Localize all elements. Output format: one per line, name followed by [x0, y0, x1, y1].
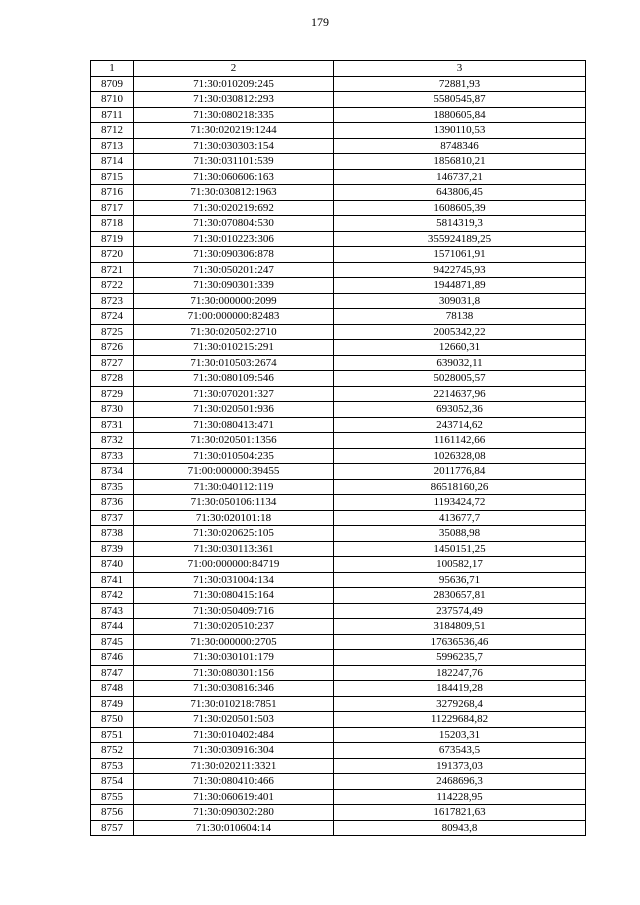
row-number-cell: 8745 [91, 634, 134, 650]
table-row [91, 789, 586, 805]
table-row [91, 169, 586, 185]
value-cell: 643806,45 [334, 185, 586, 201]
table-row [91, 355, 586, 371]
cadastral-number-cell: 71:30:080415:164 [134, 588, 334, 604]
table-row [91, 541, 586, 557]
row-number-cell: 8743 [91, 603, 134, 619]
table-row [91, 526, 586, 542]
cadastral-number-cell: 71:30:040112:119 [134, 479, 334, 495]
table-row [91, 185, 586, 201]
table-row [91, 665, 586, 681]
cadastral-number-cell: 71:30:010218:7851 [134, 696, 334, 712]
cadastral-number-cell: 71:30:050409:716 [134, 603, 334, 619]
cadastral-number-cell: 71:30:010604:14 [134, 820, 334, 836]
row-number-cell: 8742 [91, 588, 134, 604]
cadastral-number-cell: 71:30:020502:2710 [134, 324, 334, 340]
value-cell: 413677,7 [334, 510, 586, 526]
cadastral-number-cell: 71:30:020219:1244 [134, 123, 334, 139]
cadastral-number-cell: 71:30:030113:361 [134, 541, 334, 557]
value-cell: 9422745,93 [334, 262, 586, 278]
table-row [91, 402, 586, 418]
cadastral-number-cell: 71:30:030812:1963 [134, 185, 334, 201]
value-cell: 355924189,25 [334, 231, 586, 247]
row-number-cell: 8751 [91, 727, 134, 743]
value-cell: 5028005,57 [334, 371, 586, 387]
value-cell: 12660,31 [334, 340, 586, 356]
row-number-cell: 8746 [91, 650, 134, 666]
value-cell: 11229684,82 [334, 712, 586, 728]
table-row [91, 727, 586, 743]
row-number-cell: 8724 [91, 309, 134, 325]
row-number-cell: 8752 [91, 743, 134, 759]
row-number-cell: 8731 [91, 417, 134, 433]
cadastral-number-cell: 71:30:080410:466 [134, 774, 334, 790]
table-row [91, 464, 586, 480]
table-row [91, 309, 586, 325]
value-cell: 2468696,3 [334, 774, 586, 790]
row-number-cell: 8717 [91, 200, 134, 216]
cadastral-number-cell: 71:30:031004:134 [134, 572, 334, 588]
row-number-cell: 8734 [91, 464, 134, 480]
data-table [90, 60, 586, 836]
cadastral-number-cell: 71:30:020211:3321 [134, 758, 334, 774]
cadastral-number-cell: 71:30:060619:401 [134, 789, 334, 805]
row-number-cell: 8725 [91, 324, 134, 340]
table-row [91, 743, 586, 759]
value-cell: 1856810,21 [334, 154, 586, 170]
table-row [91, 293, 586, 309]
value-cell: 1608605,39 [334, 200, 586, 216]
row-number-cell: 8753 [91, 758, 134, 774]
row-number-cell: 8739 [91, 541, 134, 557]
value-cell: 191373,03 [334, 758, 586, 774]
value-cell: 184419,28 [334, 681, 586, 697]
value-cell: 1944871,89 [334, 278, 586, 294]
value-cell: 1880605,84 [334, 107, 586, 123]
row-number-cell: 8755 [91, 789, 134, 805]
value-cell: 639032,11 [334, 355, 586, 371]
cadastral-number-cell: 71:30:030812:293 [134, 92, 334, 108]
cadastral-number-cell: 71:30:030816:346 [134, 681, 334, 697]
cadastral-number-cell: 71:30:090306:878 [134, 247, 334, 263]
row-number-cell: 8732 [91, 433, 134, 449]
value-cell: 3279268,4 [334, 696, 586, 712]
cadastral-number-cell: 71:30:020625:105 [134, 526, 334, 542]
value-cell: 80943,8 [334, 820, 586, 836]
cadastral-number-cell: 71:30:010209:245 [134, 76, 334, 92]
row-number-cell: 8747 [91, 665, 134, 681]
row-number-cell: 8713 [91, 138, 134, 154]
row-number-cell: 8754 [91, 774, 134, 790]
value-cell: 8748346 [334, 138, 586, 154]
row-number-cell: 8756 [91, 805, 134, 821]
table-row [91, 231, 586, 247]
table-row [91, 510, 586, 526]
cadastral-number-cell: 71:30:010223:306 [134, 231, 334, 247]
table-row [91, 247, 586, 263]
cadastral-number-cell: 71:30:030916:304 [134, 743, 334, 759]
row-number-cell: 8735 [91, 479, 134, 495]
row-number-cell: 8738 [91, 526, 134, 542]
cadastral-number-cell: 71:30:090302:280 [134, 805, 334, 821]
row-number-cell: 8712 [91, 123, 134, 139]
row-number-cell: 8711 [91, 107, 134, 123]
value-cell: 5580545,87 [334, 92, 586, 108]
row-number-cell: 8718 [91, 216, 134, 232]
row-number-cell: 8721 [91, 262, 134, 278]
row-number-cell: 8730 [91, 402, 134, 418]
value-cell: 673543,5 [334, 743, 586, 759]
row-number-cell: 8740 [91, 557, 134, 573]
table-row [91, 572, 586, 588]
cadastral-number-cell: 71:30:080413:471 [134, 417, 334, 433]
table-row [91, 696, 586, 712]
row-number-cell: 8726 [91, 340, 134, 356]
table-header [91, 61, 586, 77]
value-cell: 309031,8 [334, 293, 586, 309]
table-row [91, 619, 586, 635]
value-cell: 2011776,84 [334, 464, 586, 480]
row-number-cell: 8714 [91, 154, 134, 170]
row-number-cell: 8736 [91, 495, 134, 511]
value-cell: 237574,49 [334, 603, 586, 619]
row-number-cell: 8710 [91, 92, 134, 108]
value-cell: 243714,62 [334, 417, 586, 433]
table-body [91, 76, 586, 836]
row-number-cell: 8749 [91, 696, 134, 712]
cadastral-number-cell: 71:30:070201:327 [134, 386, 334, 402]
cadastral-number-cell: 71:30:020501:1356 [134, 433, 334, 449]
row-number-cell: 8715 [91, 169, 134, 185]
value-cell: 15203,31 [334, 727, 586, 743]
table-row [91, 650, 586, 666]
value-cell: 5996235,7 [334, 650, 586, 666]
cadastral-number-cell: 71:30:060606:163 [134, 169, 334, 185]
table-row [91, 123, 586, 139]
table-row [91, 820, 586, 836]
value-cell: 86518160,26 [334, 479, 586, 495]
value-cell: 5814319,3 [334, 216, 586, 232]
row-number-cell: 8733 [91, 448, 134, 464]
value-cell: 114228,95 [334, 789, 586, 805]
table-row [91, 154, 586, 170]
table-row [91, 479, 586, 495]
cadastral-number-cell: 71:00:000000:82483 [134, 309, 334, 325]
value-cell: 1193424,72 [334, 495, 586, 511]
value-cell: 95636,71 [334, 572, 586, 588]
table-row [91, 495, 586, 511]
row-number-cell: 8722 [91, 278, 134, 294]
value-cell: 146737,21 [334, 169, 586, 185]
table-row [91, 557, 586, 573]
value-cell: 2214637,96 [334, 386, 586, 402]
table-row [91, 712, 586, 728]
table-row [91, 433, 586, 449]
table-row [91, 681, 586, 697]
table-row [91, 417, 586, 433]
cadastral-number-cell: 71:30:020501:936 [134, 402, 334, 418]
column-header-2: 2 [134, 61, 334, 77]
value-cell: 1161142,66 [334, 433, 586, 449]
cadastral-number-cell: 71:30:050201:247 [134, 262, 334, 278]
row-number-cell: 8729 [91, 386, 134, 402]
row-number-cell: 8741 [91, 572, 134, 588]
cadastral-number-cell: 71:30:020219:692 [134, 200, 334, 216]
column-header-1: 1 [91, 61, 134, 77]
cadastral-number-cell: 71:30:050106:1134 [134, 495, 334, 511]
cadastral-number-cell: 71:30:030303:154 [134, 138, 334, 154]
value-cell: 182247,76 [334, 665, 586, 681]
cadastral-number-cell: 71:30:020501:503 [134, 712, 334, 728]
value-cell: 1617821,63 [334, 805, 586, 821]
table-row [91, 278, 586, 294]
cadastral-number-cell: 71:00:000000:84719 [134, 557, 334, 573]
cadastral-number-cell: 71:30:000000:2705 [134, 634, 334, 650]
value-cell: 35088,98 [334, 526, 586, 542]
row-number-cell: 8757 [91, 820, 134, 836]
row-number-cell: 8720 [91, 247, 134, 263]
table-row [91, 774, 586, 790]
table-row [91, 634, 586, 650]
table-row [91, 371, 586, 387]
value-cell: 693052,36 [334, 402, 586, 418]
table-row [91, 76, 586, 92]
cadastral-number-cell: 71:30:031101:539 [134, 154, 334, 170]
row-number-cell: 8716 [91, 185, 134, 201]
row-number-cell: 8727 [91, 355, 134, 371]
value-cell: 1571061,91 [334, 247, 586, 263]
table-row [91, 92, 586, 108]
value-cell: 1026328,08 [334, 448, 586, 464]
table-row [91, 216, 586, 232]
cadastral-number-cell: 71:30:080301:156 [134, 665, 334, 681]
value-cell: 1390110,53 [334, 123, 586, 139]
row-number-cell: 8728 [91, 371, 134, 387]
table-row [91, 758, 586, 774]
value-cell: 17636536,46 [334, 634, 586, 650]
column-header-3: 3 [334, 61, 586, 77]
row-number-cell: 8744 [91, 619, 134, 635]
value-cell: 72881,93 [334, 76, 586, 92]
row-number-cell: 8750 [91, 712, 134, 728]
table-row [91, 603, 586, 619]
page-number: 179 [311, 15, 329, 29]
table-row [91, 200, 586, 216]
cadastral-number-cell: 71:30:030101:179 [134, 650, 334, 666]
table-row [91, 805, 586, 821]
cadastral-number-cell: 71:30:010503:2674 [134, 355, 334, 371]
cadastral-number-cell: 71:30:010402:484 [134, 727, 334, 743]
cadastral-number-cell: 71:30:090301:339 [134, 278, 334, 294]
value-cell: 3184809,51 [334, 619, 586, 635]
cadastral-number-cell: 71:30:010504:235 [134, 448, 334, 464]
cadastral-number-cell: 71:30:000000:2099 [134, 293, 334, 309]
cadastral-number-cell: 71:30:010215:291 [134, 340, 334, 356]
row-number-cell: 8723 [91, 293, 134, 309]
row-number-cell: 8748 [91, 681, 134, 697]
value-cell: 2830657,81 [334, 588, 586, 604]
table-row [91, 324, 586, 340]
cadastral-number-cell: 71:30:070804:530 [134, 216, 334, 232]
cadastral-number-cell: 71:30:020101:18 [134, 510, 334, 526]
cadastral-number-cell: 71:30:020510:237 [134, 619, 334, 635]
value-cell: 100582,17 [334, 557, 586, 573]
row-number-cell: 8709 [91, 76, 134, 92]
cadastral-number-cell: 71:00:000000:39455 [134, 464, 334, 480]
value-cell: 1450151,25 [334, 541, 586, 557]
table-row [91, 138, 586, 154]
row-number-cell: 8719 [91, 231, 134, 247]
value-cell: 2005342,22 [334, 324, 586, 340]
table-row [91, 588, 586, 604]
value-cell: 78138 [334, 309, 586, 325]
table-row [91, 448, 586, 464]
header-row [91, 61, 586, 77]
row-number-cell: 8737 [91, 510, 134, 526]
table-row [91, 262, 586, 278]
cadastral-number-cell: 71:30:080218:335 [134, 107, 334, 123]
table-row [91, 107, 586, 123]
table-row [91, 340, 586, 356]
cadastral-number-cell: 71:30:080109:546 [134, 371, 334, 387]
table-row [91, 386, 586, 402]
